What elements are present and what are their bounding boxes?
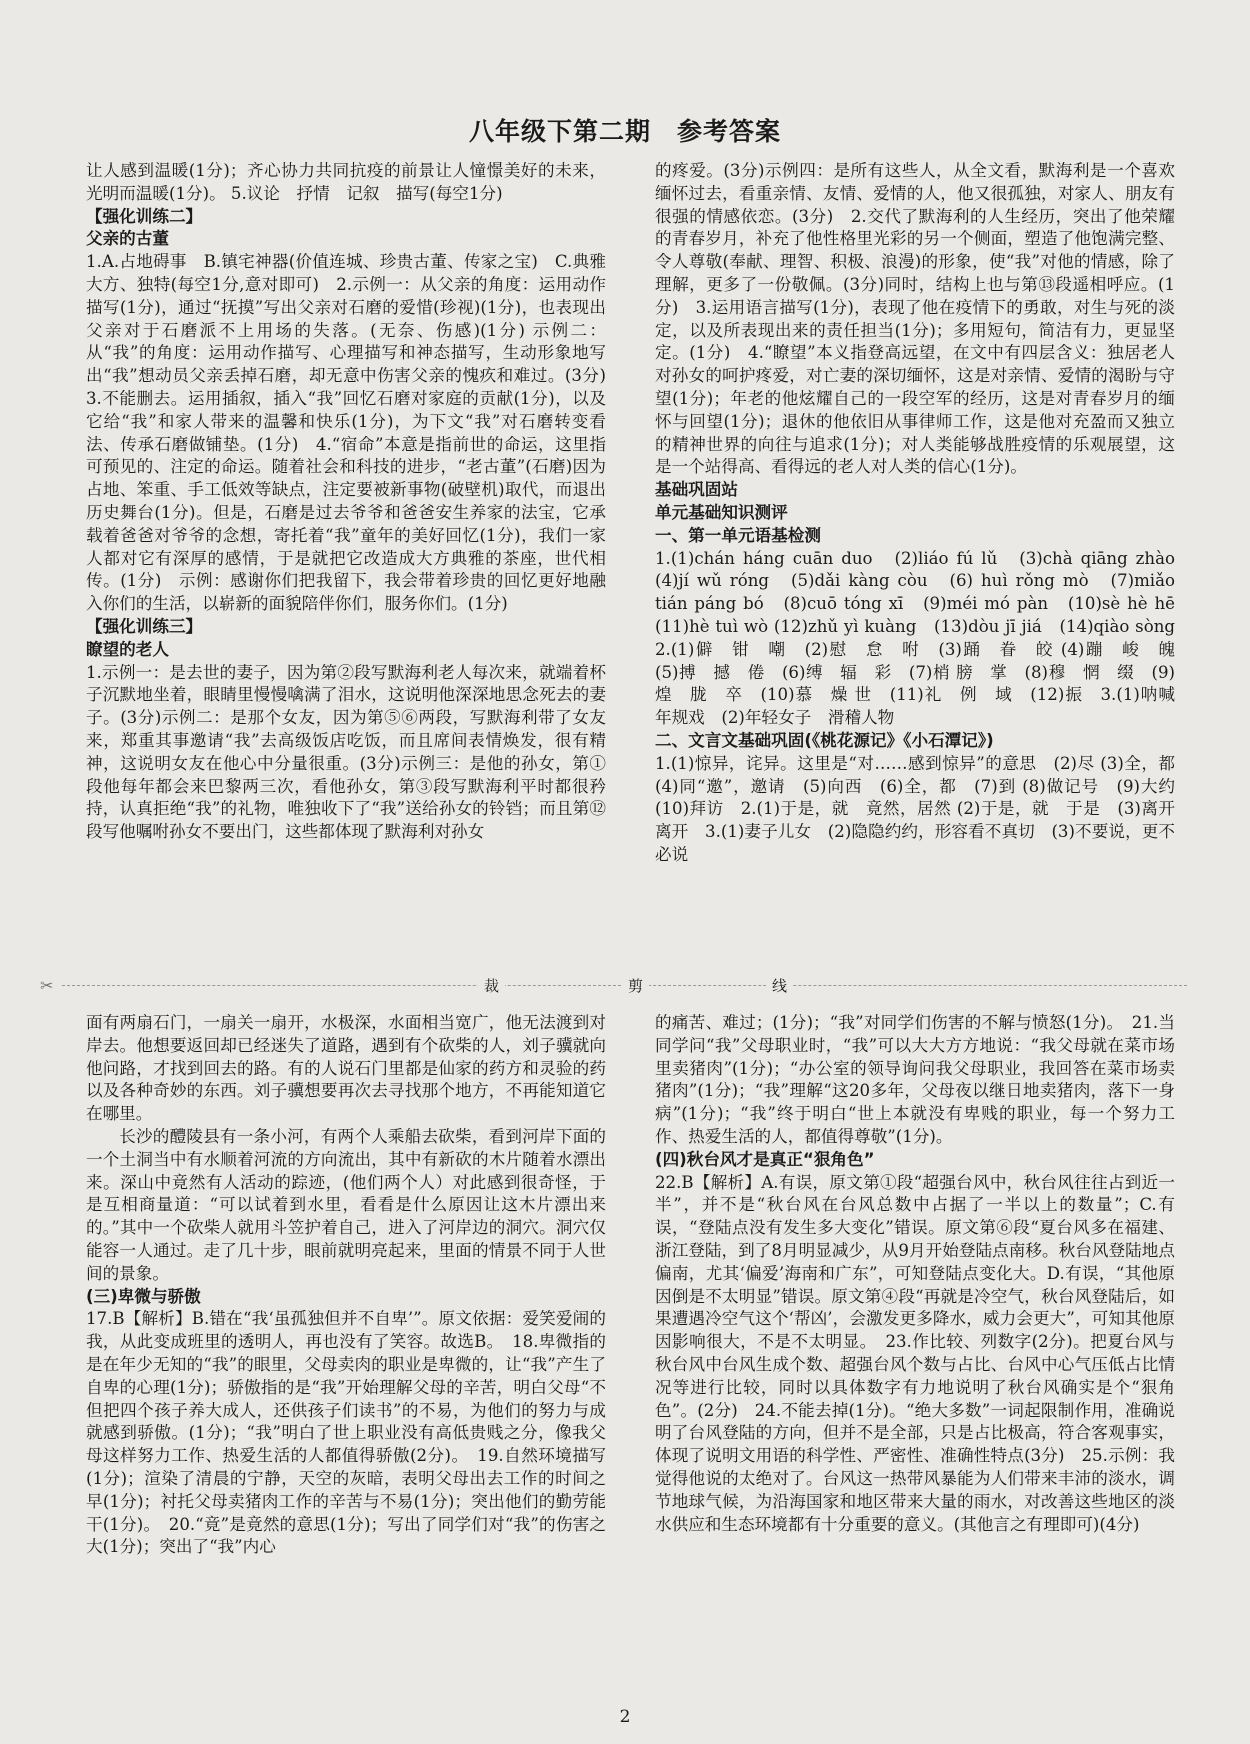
answer-paragraph: 1.A.占地碍事 B.镇宅神器(价值连城、珍贵古董、传家之宝) C.典雅大方、独特(每空1分,意对即可) 2.示例一：从父亲的角度：运用动作描写(1分)，通过“抚摸”写出父亲对石磨的爱惜(珍视)(1分)，也表现出父亲对于石磨派不上用场的失落。(无奈、伤感)(1分) 示例二：从“我”的角度：运用动作描写、心理描写和神态描写，生动形象地写出“我”想动员父亲丢掉石磨，却无意中伤害父亲的愧疚和难过。(3分) 3.不能删去。运用插叙，插入“我”回忆石磨对家庭的贡献(1分)，以及它给“我”和家人带来的温馨和快乐(1分)，为下文“我”对石磨转变看法、传承石磨做铺垫。(1分) 4.“宿命”本意是指前世的命运，这里指可预见的、注定的命运。随着社会和科技的进步，“老古董”(石磨)因为占地、笨重、手工低效等缺点，注定要被新事物(破壁机)取代，而退出历史舞台(1分)。但是，石磨是过去爷爷和爸爸安生养家的法宝，它承载着爸爸对爷爷的念想，寄托着“我”童年的美好回忆(1分)，我们一家人都对它有深厚的感情，于是就把它改造成大方典雅的茶座，世代相传。(1分) 示例：感谢你们把我留下，我会带着珍贵的回忆更好地融入你们的生活，以崭新的面貌陪伴你们，服务你们。(1分) xyxy=(86,252,623,614)
section-heading: 一、第一单元语基检测 xyxy=(655,525,821,545)
answer-paragraph: 1.示例一：是去世的妻子，因为第②段写默海利老人每次来，就端着杯子沉默地坐着，眼睛里慢慢噙满了泪水，这说明他深深地思念死去的妻子。(3分)示例二：是那个女友，因为第⑤⑥两段，写默海利带了女友来，郑重其事邀请“我”去高级饭店吃饭，而且席间表情焕发，很有精神，这说明女友在他心中分量很重。(3分)示例三：是他的孙女，第①段他每年都会来巴黎两三次，看他孙女，第③段写默海利平时都很矜持，认真拒绝“我”的礼物，唯独收下了“我”送给孙女的铃铛；而且第⑫段写他嘱咐孙女不要出门，这些都体现了默海利对孙女 xyxy=(86,662,606,842)
answer-paragraph: 22.B【解析】A.有误，原文第①段“超强台风中，秋台风往往占到近一半”，并不是“秋台风在台风总数中占据了一半以上的数量”；C.有误，“登陆点没有发生多大变化”错误。原文第⑥段“夏台风多在福建、浙江登陆，到了8月明显减少，从9月开始登陆点南移。秋台风登陆地点偏南，尤其‘偏爱’海南和广东”，可知登陆点变化大。D.有误，“其他原因倒是不太明显”错误。原文第④段“再就是冷空气，秋台风登陆后，如果遭遇冷空气这个‘帮凶’，会激发更多降水，威力会更大”，可知其他原因影响很大，不是不太明显。 23.作比较、列数字(2分)。把夏台风与秋台风中台风生成个数、超强台风个数与占比、台风中心气压低占比情况等进行比较，同时以具体数字有力地说明了秋台风确实是个“狠角色”。(2分) 24.不能去掉(1分)。“绝大多数”一词起限制作用，准确说明了台风登陆的方向，但并不是全部，只是占比极高，符合客观事实，体现了说明文用语的科学性、严密性、准确性特点(3分) 25.示例：我觉得他说的太绝对了。台风这一热带风暴能为人们带来丰沛的淡水，调节地球气候，为沿海国家和地区带来大量的雨水，对改善这些地区的淡水供应和生态环境都有十分重要的意义。(其他言之有理即可)(4分) xyxy=(655,1172,1175,1534)
answer-paragraph: 的痛苦、难过；(1分)；“我”对同学们伤害的不解与愤怒(1分)。 21.当同学问“我”父母职业时，“我”可以大大方方地说：“我父母就在菜市场里卖猪肉”(1分)；“办公室的领导询问我父母职业，我回答在菜市场卖猪肉”(1分)；“我”理解“这20多年，父母夜以继日地卖猪肉，落下一身病”(1分)；“我”终于明白“世上本就没有卑贱的职业，每一个努力工作、热爱生活的人，都值得尊敬”(1分)。 xyxy=(655,1013,1175,1146)
section-heading: 【强化训练二】 xyxy=(86,206,203,226)
cut-line-label: 线 xyxy=(766,975,793,996)
scissors-icon: ✂ xyxy=(40,976,54,995)
answer-paragraph: 面有两扇石门，一扇关一扇开，水极深，水面相当宽广，他无法渡到对岸去。他想要返回却已经迷失了道路，遇到有个砍柴的人，刘子骥就向他问路，才找到回去的路。有的人说石门里都是仙家的药方和灵验的药以及各种奇妙的东西。刘子骥想要再次去寻找那个地方，不再能知道它在哪里。 xyxy=(86,1013,606,1124)
answer-paragraph: 的疼爱。(3分)示例四：是所有这些人，从全文看，默海利是一个喜欢缅怀过去，看重亲情、友情、爱情的人，他又很孤独，对家人、朋友有很强的情感依恋。(3分) 2.交代了默海利的人生经历，突出了他荣耀的青春岁月，补充了他性格里光彩的另一个侧面，塑造了他饱满完整、令人尊敬(奉献、理智、积极、浪漫)的形象，使“我”对他的情感，除了理解，更多了一份敬佩。(3分)同时，结构上也与第⑬段遥相呼应。(1分) 3.运用语言描写(1分)，表现了他在疫情下的勇敢，对生与死的淡定，以及所表现出来的责任担当(1分)；多用短句，简洁有力，更显坚定。(1分) 4.“瞭望”本义指登高远望，在文中有四层含义：独居老人对孙女的呵护疼爱，对亡妻的深切缅怀，这是对亲情、爱情的渴盼与守望(1分)；年老的他炫耀自己的一段空军的经历，这是对青春岁月的缅怀与回望(1分)；退休的他依旧从事律师工作，这是他对充盈而又独立的精神世界的向往与追求(1分)；对人类能够战胜疫情的乐观展望，这是一个站得高、看得远的老人对人类的信心(1分)。 xyxy=(655,161,1175,477)
answer-paragraph: 让人感到温暖(1分)；齐心协力共同抗疫的前景让人憧憬美好的未来，光明而温暖(1分)。 5.议论 抒情 记叙 描写(每空1分) xyxy=(86,161,606,203)
section-heading: 父亲的古董 xyxy=(86,229,169,249)
section-heading: (四)秋台风才是真正“狠角色” xyxy=(655,1149,875,1169)
section-heading: 【强化训练三】 xyxy=(86,616,203,636)
answer-paragraph: 17.B【解析】B.错在“我‘虽孤独但并不自卑’”。原文依据：爱笑爱闹的我，从此变成班里的透明人，再也没有了笑容。故选B。 18.卑微指的是在年少无知的“我”的眼里，父母卖肉的职业是卑微的，让“我”产生了自卑的心理(1分)；骄傲指的是“我”开始理解父母的辛苦，明白父母“不但把四个孩子养大成人，还供孩子们读书”的不易，为他们的努力与成就感到骄傲。(1分)；“我”明白了世上职业没有高低贵贱之分，像我父母这样努力工作、热爱生活的人都值得骄傲(2分)。 19.自然环境描写(1分)；渲染了清晨的宁静，天空的灰暗，表明父母出去工作的时间之早(1分)；衬托父母卖猪肉工作的辛苦与不易(1分)；突出他们的勤劳能干(1分)。 20.“竟”是竟然的意思(1分)；写出了同学们对“我”的伤害之大(1分)；突出了“我”内心 xyxy=(86,1309,606,1557)
section-heading: 基础巩固站 xyxy=(655,480,738,500)
answer-paragraph: 长沙的醴陵县有一条小河，有两个人乘船去砍柴，看到河岸下面的一个土洞当中有水顺着河流的方向流出，其中有新砍的木片随着水漂出来。深山中竟然有人活动的踪迹，(他们两个人）对此感到很奇怪，于是互相商量道：“可以试着到水里，看看是什么原因让这木片漂出来的。”其中一个砍柴人就用斗笠护着自己，进入了河岸边的洞穴。洞穴仅能容一人通过。走了几十步，眼前就明亮起来，里面的情景不同于人世间的景象。 xyxy=(86,1126,606,1283)
page-title: 八年级下第二期 参考答案 xyxy=(468,117,781,146)
answer-paragraph: 1.(1)chán háng cuān duo (2)liáo fú lǔ (3)chà qiāng zhào (4)jí wǔ róng (5)dǎi kàng còu (6) huì rǒng mò (7)miǎo tián páng bó (8)cuō tóng xī (9)méi mó pàn (10)sè hè hē (11)hè tuì wò (12)zhǔ yì kuàng (13)dòu jī jiá (14)qiào sòng 2.(1)僻 钳 嘲 (2)慰 怠 咐 (3)踊 眷 皎 (4)蹦 峻 魄 (5)搏 撼 倦 (6)缚 辐 彩 (7)梢 膀 掌 (8)穆 惘 缀 (9)煌 胧 卒 (10)慕 燥 世 (11)礼 例 域 (12)振 3.(1)呐喊 年规戏 (2)年轻女子 滑稽人物 xyxy=(655,548,1192,728)
top-right-column xyxy=(655,160,1192,963)
cut-line-label: 裁 xyxy=(478,975,505,996)
page-number: 2 xyxy=(619,1707,631,1727)
bottom-right-column xyxy=(655,1012,1175,1697)
answer-paragraph: 1.(1)惊异，诧异。这里是“对……感到惊异”的意思 (2)尽 (3)全，都 (4)同“邀”，邀请 (5)向西 (6)全，都 (7)到 (8)做记号 (9)大约 (10)拜访 2.(1)于是，就 竟然，居然 (2)于是，就 于是 (3)离开 离开 3.(1)妻子儿女 (2)隐隐约约，形容看不真切 (3)不要说，更不必说 xyxy=(655,753,1192,864)
top-left-column xyxy=(86,160,623,963)
cut-line-label: 剪 xyxy=(622,975,649,996)
section-heading: 瞭望的老人 xyxy=(86,639,169,659)
bottom-left-column xyxy=(86,1012,606,1697)
section-heading: 单元基础知识测评 xyxy=(655,502,788,522)
section-heading: (三)卑微与骄傲 xyxy=(86,1286,201,1306)
section-heading: 二、文言文基础巩固(《桃花源记》《小石潭记》) xyxy=(655,730,994,750)
